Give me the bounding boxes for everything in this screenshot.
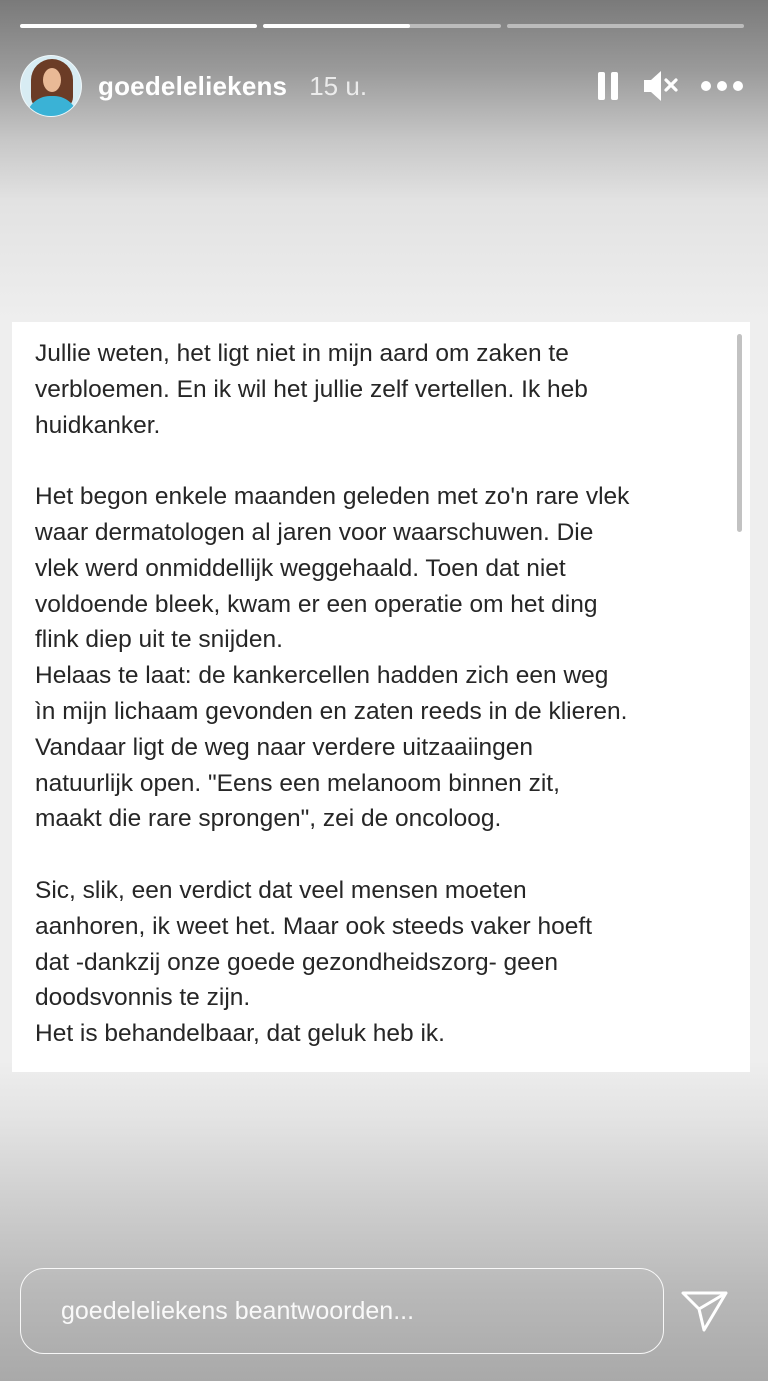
- text-line: huidkanker.: [35, 411, 161, 439]
- text-line: ìn mijn lichaam gevonden en zaten reeds in de klieren.: [35, 697, 628, 725]
- text-line: doodsvonnis te zijn.: [35, 984, 251, 1012]
- text-line: dat -dankzij onze goede gezondheidszorg- geen: [35, 948, 559, 976]
- story-controls: [596, 69, 744, 103]
- text-line: waar dermatologen al jaren voor waarschuwen. Die: [35, 518, 594, 546]
- avatar[interactable]: [20, 55, 82, 117]
- reply-placeholder: goedeleliekens beantwoorden...: [61, 1296, 415, 1325]
- send-icon[interactable]: [680, 1288, 730, 1334]
- progress-segment-3: [507, 24, 744, 28]
- story-progress: [20, 24, 744, 28]
- reply-input[interactable]: [20, 1268, 664, 1354]
- speaker-muted-icon[interactable]: [642, 69, 678, 103]
- scrollbar[interactable]: [737, 334, 742, 532]
- text-line: maakt die rare sprongen", zei de oncoloog.: [35, 805, 502, 833]
- text-line: vlek werd onmiddellijk weggehaald. Toen dat niet: [35, 554, 566, 582]
- text-line: Vandaar ligt de weg naar verdere uitzaaiingen: [35, 733, 534, 761]
- paragraph-gap: [35, 837, 735, 873]
- text-line: verbloemen. En ik wil het jullie zelf vertellen. Ik heb: [35, 375, 588, 403]
- progress-segment-2: [263, 24, 500, 28]
- text-line: aanhoren, ik weet het. Maar ook steeds vaker hoeft: [35, 912, 593, 940]
- post-time: 15 u.: [309, 70, 368, 101]
- progress-fill-2: [263, 24, 410, 28]
- progress-fill-1: [20, 24, 257, 28]
- pause-icon[interactable]: [596, 70, 620, 102]
- story-text-card: [12, 322, 750, 1072]
- text-line: natuurlijk open. "Eens een melanoom binnen zit,: [35, 769, 560, 797]
- username-link[interactable]: goedeleliekens: [98, 70, 288, 101]
- paragraph-gap: [35, 443, 735, 479]
- story-text: [35, 336, 735, 1052]
- more-options-icon[interactable]: [700, 80, 744, 92]
- text-line: Het is behandelbaar, dat geluk heb ik.: [35, 1020, 445, 1048]
- text-line: Het begon enkele maanden geleden met zo'n rare vlek: [35, 483, 630, 511]
- text-line: flink diep uit te snijden.: [35, 626, 283, 654]
- progress-segment-1: [20, 24, 257, 28]
- text-line: Helaas te laat: de kankercellen hadden zich een weg: [35, 662, 609, 690]
- text-line: Sic, slik, een verdict dat veel mensen moeten: [35, 876, 527, 904]
- story-header: [20, 54, 744, 118]
- text-line: voldoende bleek, kwam er een operatie om het ding: [35, 590, 598, 618]
- text-line: Jullie weten, het ligt niet in mijn aard om zaken te: [35, 340, 569, 367]
